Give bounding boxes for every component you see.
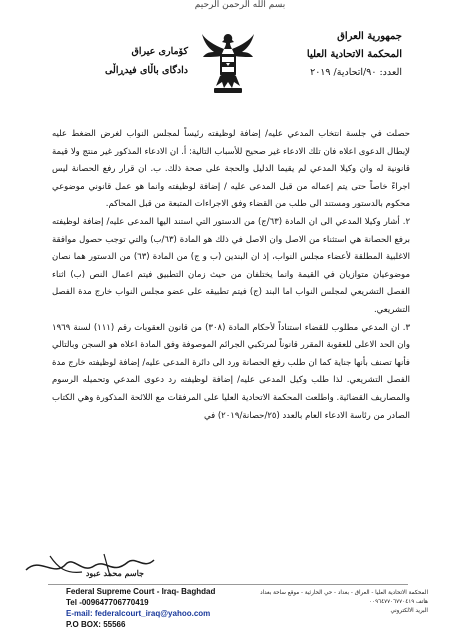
header-left-block <box>56 42 188 80</box>
footer-telephone: Tel -009647706770419 <box>66 598 149 607</box>
body-paragraph: حصلت في جلسة انتخاب المدعي عليه/ إضافة لوظيفته رئيساً لمجلس النواب لغرض الضغط عليه لإبطال الدعوى اعلاه فان تلك الادعاء غير صحيح للأسباب التالية: أ. ان الادعاء المذكور غير منتج ولا قيمة قانونية له وان وكيلا المدعي لم يقيما الدليل والحجة على صحة ذلك. ب. ان قرار رفع الحصانة ليس اجراءً خاصاً حتى يتم إعماله من قبل المدعى عليه / إضافة لوظيفته وانما هو عمل قانوني موضوعي محكوم بالدستور ومستند الى طلب من القضاء وفق الاجراءات المتبعة من قبل المحاكم. <box>52 129 410 210</box>
signature-image <box>20 550 160 584</box>
footer-po-box: P.O BOX: 55566 <box>66 620 126 629</box>
footer-divider <box>48 584 408 585</box>
signatory-name: جاسم محمد عبود <box>85 568 144 578</box>
header-right-block <box>262 28 402 82</box>
country-name-kurdish: كۆماری عیراق <box>131 46 188 57</box>
footer-arabic-address: المحكمة الاتحادية العليا - العراق - بغداد - حي الحارثية - موقع ساحة بغداد <box>260 590 428 596</box>
country-name: جمهورية العراق <box>337 31 402 42</box>
court-name-kurdish: دادگای باڵای فیدڕاڵی <box>105 65 188 76</box>
document-body <box>52 126 410 425</box>
basmala-line: بسم الله الرحمن الرحيم <box>194 0 286 10</box>
footer-arabic-block <box>250 589 428 616</box>
footer-court-name: Federal Supreme Court - Iraq- Baghdad <box>66 587 216 596</box>
case-number: العدد: ٩٠/اتحادية/ ٢٠١٩ <box>310 67 402 78</box>
court-name: المحكمة الاتحادية العليا <box>306 49 402 60</box>
footer-arabic-email-label: البريد الالكتروني <box>390 608 428 614</box>
body-paragraph: ٢. أشار وكيلا المدعي الى ان المادة (٦٣/ج) من الدستور التي استند اليها المدعى عليه/ إضافة لوظيفته برفع الحصانة هي استثناء من الاصل وان الاصل في ذلك هو المادة (٦٣/ب) والتي توجب حصول موافقة الاغلبية المطلقة لأعضاء مجلس النواب، إذ ان البندين (ب و ج) من المادة (٦٣) من الدستور هما نصان موضوعيان متوازيان في القيمة وانما يختلفان من حيث زمان التطبيق فيتم اعمال النص (ب) اثناء الفصل التشريعي لمجلس النواب اما البند (ج) فيتم تطبيقه على عضو مجلس النواب خارج مدة الفصل التشريعي. <box>52 216 411 315</box>
footer-arabic-phone: هاتف ٠٠٩٦٤٧٧٠٦٧٧٠٤١٩ <box>369 599 428 605</box>
footer-email[interactable]: E-mail: federalcourt_iraq@yahoo.com <box>66 609 211 618</box>
footer-english-block <box>66 586 236 630</box>
body-paragraph: ٣. ان المدعي مطلوب للقضاء استناداً لأحكام المادة (٣٠٨) من قانون العقوبات رقم (١١١) لسنة ١٩٦٩ وان الحد الاعلى للعقوبة المقرر قانوناً لمرتكبي الجرائم الموصوفة وفق المادة اعلاه هو السجن وبالتالي فأنها تصنف بأنها جناية كما ان طلب رفع الحصانة ورد الى دائرة المدعى عليه/ إضافة لوظيفته خارج مدة الفصل التشريعي. لذا طلب وكيل المدعى عليه/ إضافة لوظيفته رد دعوى المدعي وتحميله الرسوم والمصاريف القضائية. واطلعت المحكمة الاتحادية العليا على المرفقات مع اللائحة المذكورة وهي الكتاب الصادر من رئاسة الادعاء العام بالعدد (٢٥/حصانة/٢٠١٩) في <box>52 322 411 421</box>
iraq-eagle-emblem-icon <box>200 30 256 96</box>
